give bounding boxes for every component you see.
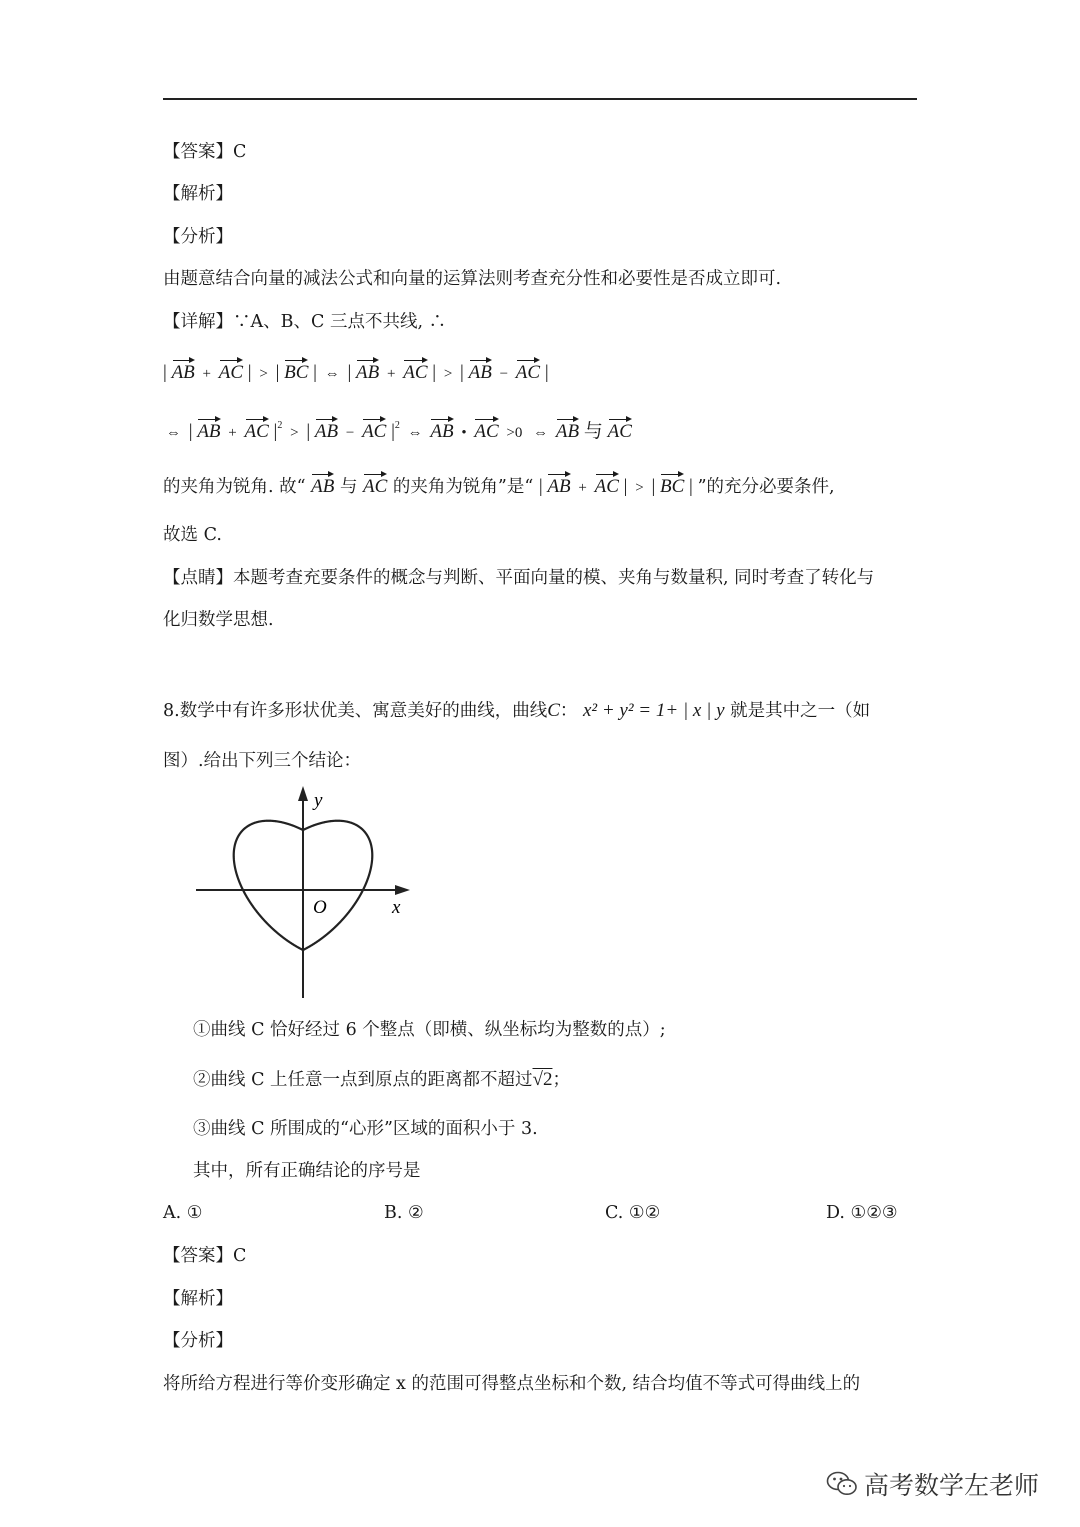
- vec-bc: BC: [284, 359, 308, 384]
- q8-stem-line-1: [163, 700, 870, 722]
- vec-ac: AC: [362, 418, 386, 443]
- q8-conclusion-3: ③曲线 C 所围成的“心形”区域的面积小于 3.: [193, 1119, 538, 1139]
- sqrt-two: √2: [532, 1069, 553, 1090]
- abs-bar: |: [306, 421, 311, 442]
- plus-sign: +: [387, 366, 396, 382]
- and-word: 与: [583, 421, 603, 442]
- vec-ab: AB: [311, 473, 334, 498]
- q7-jiexi: 【解析】: [163, 184, 233, 204]
- x-axis-label: x: [392, 897, 401, 918]
- header-rule: [163, 98, 917, 100]
- q8-stem-a: 8.数学中有许多形状优美、寓意美好的曲线，曲线: [163, 701, 548, 721]
- q8-answer: 【答案】C: [163, 1246, 247, 1266]
- vec-ac: AC: [245, 418, 269, 443]
- vec-ab: AB: [197, 418, 220, 443]
- abs-bar: |: [163, 362, 167, 383]
- option-d[interactable]: D. ①②③: [826, 1203, 898, 1223]
- watermark-text: 高考数学左老师: [864, 1471, 1040, 1500]
- q7-dianjing-2: 化归数学思想.: [163, 610, 274, 630]
- gt-sign: >: [259, 366, 268, 382]
- q7-choose: 故选 C.: [163, 525, 222, 545]
- q7-fenxi-text: 由题意结合向量的减法公式和向量的运算法则考查充分性和必要性是否成立即可.: [163, 269, 782, 289]
- vec-ab: AB: [315, 418, 338, 443]
- q7-vector-eq-1: [163, 359, 549, 385]
- conclusion-2-text: ②曲线 C 上任意一点到原点的距离都不超过: [193, 1070, 533, 1090]
- vec-ac: AC: [363, 473, 387, 498]
- q7-conclusion-line: [163, 473, 835, 499]
- abs-bar: |: [347, 362, 352, 383]
- abs-bar: |: [391, 421, 395, 442]
- q7-dianjing-1: 【点睛】本题考查充要条件的概念与判断、平面向量的模、夹角与数量积, 同时考查了转化与: [163, 568, 875, 588]
- option-a[interactable]: A. ①: [163, 1203, 203, 1223]
- square-exponent: 2: [277, 420, 283, 431]
- abs-bar: |: [544, 362, 549, 383]
- conclusion-end: ”的充分必要条件,: [697, 477, 835, 497]
- abs-bar: |: [432, 362, 437, 383]
- abs-bar: |: [538, 476, 543, 497]
- option-c[interactable]: C. ①②: [605, 1203, 661, 1223]
- plus-sign: +: [228, 425, 237, 441]
- iff-sign: ⇔: [407, 425, 423, 441]
- option-b[interactable]: B. ②: [384, 1203, 424, 1223]
- q8-ask: 其中，所有正确结论的序号是: [193, 1161, 421, 1181]
- plus-sign: +: [578, 480, 587, 496]
- vec-ab: AB: [547, 473, 570, 498]
- gt-sign: >: [290, 425, 299, 441]
- vec-ac: AC: [474, 418, 498, 443]
- x-axis-arrow: [395, 885, 410, 895]
- curve-equation: x² + y² = 1+ | x | y: [582, 700, 725, 721]
- q8-fenxi: 【分析】: [163, 1331, 233, 1351]
- abs-bar: |: [188, 421, 193, 442]
- origin-label: O: [313, 897, 327, 918]
- gt-zero: >0: [506, 425, 523, 441]
- plus-sign: +: [202, 366, 211, 382]
- abs-bar: |: [651, 476, 656, 497]
- vec-ab: AB: [172, 359, 195, 384]
- iff-sign: ⇔: [324, 366, 340, 382]
- curve-name: C: [547, 700, 560, 721]
- iff-sign: ⇔: [166, 425, 181, 441]
- watermark: [826, 1466, 1039, 1502]
- conclusion-mid1: 与: [339, 477, 358, 497]
- y-axis-arrow: [298, 786, 308, 801]
- abs-bar: |: [313, 362, 317, 383]
- gt-sign: >: [443, 366, 453, 382]
- gt-sign: >: [635, 480, 644, 496]
- abs-bar: |: [273, 421, 278, 442]
- vec-ac: AC: [608, 418, 632, 443]
- dot-sign: •: [461, 425, 467, 441]
- abs-bar: |: [623, 476, 628, 497]
- vec-ac: AC: [219, 359, 243, 384]
- vec-ab: AB: [356, 359, 379, 384]
- vec-ab: AB: [430, 418, 453, 443]
- conclusion-mid2: 的夹角为锐角”是“: [392, 477, 534, 497]
- q8-stem-line-2: 图）.给出下列三个结论：: [163, 751, 362, 771]
- abs-bar: |: [689, 476, 693, 497]
- square-exponent: 2: [394, 420, 400, 431]
- vec-ac: AC: [595, 473, 619, 498]
- q8-stem-b: 就是其中之一（如: [730, 701, 871, 721]
- minus-sign: −: [345, 425, 355, 441]
- q7-answer: 【答案】C: [163, 142, 247, 162]
- abs-bar: |: [275, 362, 280, 383]
- vec-bc: BC: [660, 473, 684, 498]
- abs-bar: |: [460, 362, 464, 383]
- vec-ab: AB: [556, 418, 579, 443]
- q7-detail-head: 【详解】∵A、B、C 三点不共线, ∴: [163, 312, 447, 332]
- q8-jiexi: 【解析】: [163, 1289, 233, 1309]
- q8-conclusion-1: ①曲线 C 恰好经过 6 个整点（即横、纵坐标均为整数的点）;: [193, 1020, 666, 1040]
- abs-bar: |: [247, 362, 252, 383]
- vec-ac: AC: [516, 359, 540, 384]
- q7-vector-eq-2: [163, 415, 632, 444]
- q8-colon: ：: [559, 701, 578, 721]
- y-axis-label: y: [314, 790, 323, 811]
- vec-ac: AC: [403, 359, 427, 384]
- conclusion-2-end: ；: [552, 1070, 570, 1090]
- q7-fenxi: 【分析】: [163, 227, 233, 247]
- conclusion-pre: 的夹角为锐角. 故“: [163, 477, 306, 497]
- q8-fenxi-text: 将所给方程进行等价变形确定 x 的范围可得整点坐标和个数, 结合均值不等式可得曲线上的: [163, 1374, 861, 1394]
- iff-sign: ⇔: [533, 425, 549, 441]
- q8-conclusion-2: [193, 1069, 570, 1091]
- heart-curve-figure: [190, 782, 420, 1004]
- vec-ab: AB: [469, 359, 492, 384]
- wechat-icon: [826, 1470, 858, 1498]
- minus-sign: −: [499, 366, 509, 382]
